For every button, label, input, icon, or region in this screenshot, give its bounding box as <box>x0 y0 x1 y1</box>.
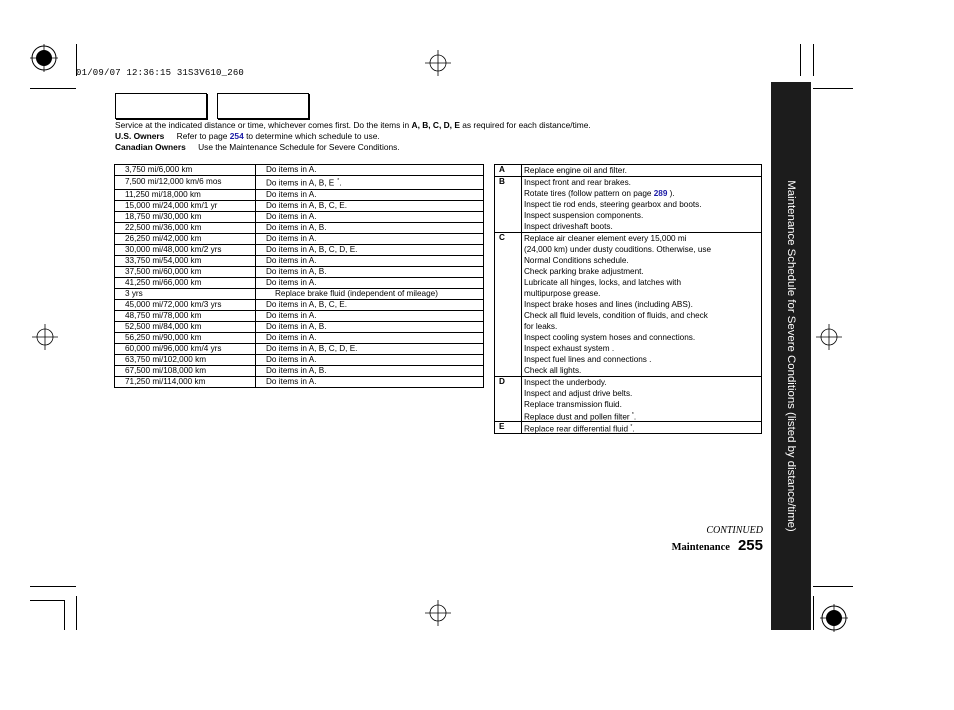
task-line: Replace rear differential fluid *. <box>524 424 635 434</box>
table-row <box>115 244 484 255</box>
service-items-table <box>494 164 762 434</box>
intro-text: as required for each distance/time. <box>462 120 591 130</box>
interval-cell: 3,750 mi/6,000 km <box>115 165 256 176</box>
intro-text: to determine which schedule to use. <box>246 131 380 141</box>
interval-cell: 56,250 mi/90,000 km <box>115 332 256 343</box>
action-cell <box>256 310 484 321</box>
crosshair-icon <box>425 50 451 76</box>
task-line: Inspect driveshaft boots. <box>524 222 613 231</box>
footnote-mark: * <box>337 178 340 184</box>
service-item-row <box>495 233 762 377</box>
item-key: A <box>495 165 522 177</box>
intro-text: Service at the indicated distance or time, whichever comes first. Do the items in <box>115 120 410 130</box>
item-tasks <box>522 165 762 177</box>
interval-cell: 15,000 mi/24,000 km/1 yr <box>115 200 256 211</box>
action-text: Do items in A. <box>266 332 317 342</box>
crop-mark <box>30 88 76 89</box>
crop-mark <box>813 88 853 89</box>
canadian-owners-label: Canadian Owners <box>115 142 186 152</box>
item-tasks <box>522 422 762 434</box>
service-item-row <box>495 177 762 233</box>
table-row <box>115 354 484 365</box>
action-cell <box>256 299 484 310</box>
table-row <box>115 321 484 332</box>
crop-mark <box>30 586 76 587</box>
table-row <box>115 222 484 233</box>
action-text: Do items in A. <box>266 354 317 364</box>
action-text: Do items in A, B, E <box>266 178 335 188</box>
action-cell <box>256 354 484 365</box>
service-item-row <box>495 165 762 177</box>
action-text: Do items in A, B. <box>266 365 327 375</box>
intro-line-canada <box>115 142 400 152</box>
action-text: Replace brake fluid (independent of mileage) <box>275 288 438 298</box>
service-item-row <box>495 422 762 434</box>
task-line: multipurpose grease. <box>524 289 601 298</box>
action-text: Do items in A. <box>266 211 317 221</box>
print-code: 01/09/07 12:36:15 31S3V610_260 <box>76 68 245 78</box>
task-line: (24,000 km) under dusty couditions. Otherwise, use <box>524 245 712 254</box>
action-text: Do items in A, B, C, E. <box>266 299 347 309</box>
table-row <box>115 189 484 200</box>
interval-cell: 71,250 mi/114,000 km <box>115 376 256 387</box>
task-line: Inspect suspension components. <box>524 211 644 220</box>
action-text: Do items in A, B. <box>266 321 327 331</box>
action-cell <box>256 277 484 288</box>
table-row <box>115 266 484 277</box>
interval-cell: 45,000 mi/72,000 km/3 yrs <box>115 299 256 310</box>
action-cell <box>256 255 484 266</box>
table-row <box>115 211 484 222</box>
table-row <box>115 277 484 288</box>
action-text: Do items in A. <box>266 233 317 243</box>
action-cell <box>256 365 484 376</box>
sidebar-title: Maintenance Schedule for Severe Conditions (listed by distance/time) <box>785 180 797 532</box>
task-line: Inspect front and rear brakes. <box>524 178 631 187</box>
task-line: Replace transmission fluid. <box>524 400 622 409</box>
action-cell <box>256 266 484 277</box>
task-line: Inspect and adjust drive belts. <box>524 389 633 398</box>
item-key: E <box>495 422 522 434</box>
task-line: Inspect brake hoses and lines (including ABS). <box>524 300 693 309</box>
us-owners-label: U.S. Owners <box>115 131 165 141</box>
task-line: Rotate tires (follow pattern on page 289 ). <box>524 189 675 198</box>
interval-cell: 41,250 mi/66,000 km <box>115 277 256 288</box>
action-cell <box>256 222 484 233</box>
crop-mark <box>813 586 853 587</box>
action-cell <box>256 244 484 255</box>
crop-mark <box>800 44 801 76</box>
schedule-table <box>114 164 484 388</box>
action-cell <box>256 288 484 299</box>
action-text: Do items in A, B. <box>266 222 327 232</box>
crop-mark <box>64 600 65 630</box>
section-name: Maintenance <box>671 542 730 553</box>
item-key: D <box>495 377 522 422</box>
crosshair-icon <box>425 600 451 626</box>
action-text: Do items in A. <box>266 189 317 199</box>
action-text: Do items in A, B, C, D, E. <box>266 244 358 254</box>
intro-text: Use the Maintenance Schedule for Severe Conditions. <box>198 142 400 152</box>
action-text: Do items in A. <box>266 376 317 386</box>
table-row <box>115 288 484 299</box>
table-row <box>115 176 484 190</box>
action-tail: . <box>339 178 342 188</box>
task-line: Inspect cooling system hoses and connections. <box>524 333 696 342</box>
action-cell <box>256 165 484 176</box>
crosshair-icon <box>32 324 58 350</box>
crosshair-icon <box>816 324 842 350</box>
interval-cell: 63,750 mi/102,000 km <box>115 354 256 365</box>
task-line: Inspect the underbody. <box>524 378 607 387</box>
action-text: Do items in A, B, C, D, E. <box>266 343 358 353</box>
table-row <box>115 310 484 321</box>
action-cell <box>256 200 484 211</box>
action-cell <box>256 376 484 387</box>
crop-mark <box>813 596 814 630</box>
action-cell <box>256 233 484 244</box>
interval-cell: 3 yrs <box>115 288 256 299</box>
action-text: Do items in A. <box>266 255 317 265</box>
continued-label: CONTINUED <box>706 525 763 536</box>
interval-cell: 67,500 mi/108,000 km <box>115 365 256 376</box>
item-tasks <box>522 233 762 377</box>
table-row <box>115 365 484 376</box>
page-number: 255 <box>737 537 763 554</box>
task-line: Inspect tie rod ends, steering gearbox and boots. <box>524 200 702 209</box>
header-box-left <box>115 93 207 119</box>
interval-cell: 7,500 mi/12,000 km/6 mos <box>115 176 256 190</box>
interval-cell: 48,750 mi/78,000 km <box>115 310 256 321</box>
intro-line-us <box>115 131 380 141</box>
interval-cell: 30,000 mi/48,000 km/2 yrs <box>115 244 256 255</box>
crop-mark <box>76 596 77 630</box>
action-text: Do items in A, B, C, E. <box>266 200 347 210</box>
table-row <box>115 332 484 343</box>
item-tasks <box>522 177 762 233</box>
action-cell <box>256 332 484 343</box>
task-line: Lubricate all hinges, locks, and latches with <box>524 278 682 287</box>
task-line: Inspect exhaust system . <box>524 344 615 353</box>
footnote-mark: * <box>631 412 634 418</box>
registration-target-icon <box>30 44 58 72</box>
interval-cell: 60,000 mi/96,000 km/4 yrs <box>115 343 256 354</box>
table-row <box>115 200 484 211</box>
item-tasks <box>522 377 762 422</box>
page-link-289[interactable]: 289 <box>653 189 668 198</box>
crop-mark <box>30 600 64 601</box>
task-line: Inspect fuel lines and connections . <box>524 355 652 364</box>
action-text: Do items in A, B. <box>266 266 327 276</box>
intro-items: A, B, C, D, E <box>411 120 460 130</box>
task-line: for leaks. <box>524 322 558 331</box>
table-row <box>115 343 484 354</box>
page-footer <box>672 537 763 555</box>
task-line: Replace engine oil and filter. <box>524 166 627 175</box>
interval-cell: 22,500 mi/36,000 km <box>115 222 256 233</box>
registration-target-icon <box>820 604 848 632</box>
item-key: C <box>495 233 522 377</box>
action-cell <box>256 211 484 222</box>
task-line: Normal Conditions schedule. <box>524 256 629 265</box>
action-text: Do items in A. <box>266 310 317 320</box>
service-item-row <box>495 377 762 422</box>
task-line: Check all lights. <box>524 366 582 375</box>
page-link-254[interactable]: 254 <box>229 131 244 141</box>
action-cell <box>256 321 484 332</box>
intro-line-1 <box>115 120 591 130</box>
crop-mark <box>813 44 814 76</box>
interval-cell: 18,750 mi/30,000 km <box>115 211 256 222</box>
action-text: Do items in A. <box>266 277 317 287</box>
table-row <box>115 376 484 387</box>
header-box-right <box>217 93 309 119</box>
action-cell <box>256 189 484 200</box>
task-line: Replace air cleaner element every 15,000 mi <box>524 234 687 243</box>
action-cell <box>256 343 484 354</box>
interval-cell: 11,250 mi/18,000 km <box>115 189 256 200</box>
table-row <box>115 233 484 244</box>
interval-cell: 26,250 mi/42,000 km <box>115 233 256 244</box>
interval-cell: 37,500 mi/60,000 km <box>115 266 256 277</box>
action-cell <box>256 176 484 190</box>
task-line: Replace dust and pollen filter *. <box>524 412 637 422</box>
interval-cell: 52,500 mi/84,000 km <box>115 321 256 332</box>
table-row <box>115 299 484 310</box>
action-text: Do items in A. <box>266 165 317 174</box>
table-row <box>115 165 484 176</box>
footnote-mark: * <box>630 424 633 430</box>
task-line: Check all fluid levels, condition of fluids, and check <box>524 311 708 320</box>
item-key: B <box>495 177 522 233</box>
table-row <box>115 255 484 266</box>
task-line: Check parking brake adjustment. <box>524 267 644 276</box>
intro-text: Refer to page <box>176 131 228 141</box>
interval-cell: 33,750 mi/54,000 km <box>115 255 256 266</box>
